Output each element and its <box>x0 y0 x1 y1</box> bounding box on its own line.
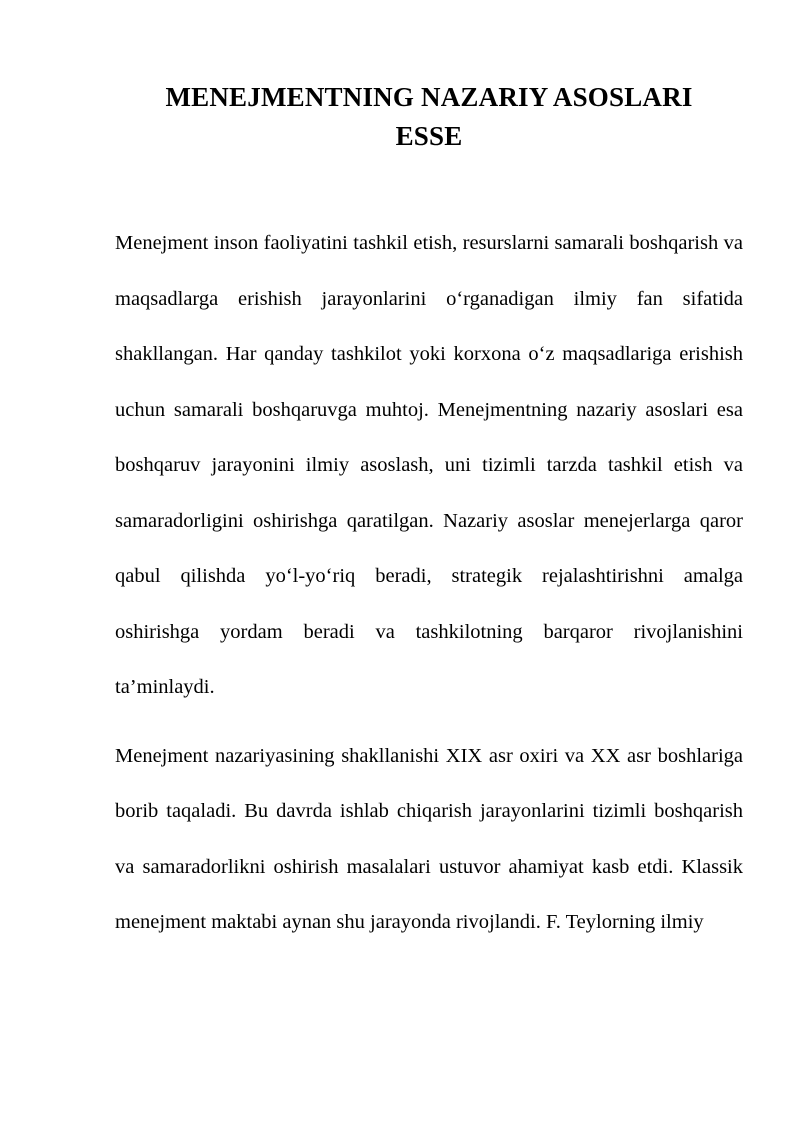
paragraph: Menejment nazariyasining shakllanishi XIX asr oxiri va XX asr boshlariga borib taqaladi. Bu davrda ishlab chiqarish jarayonlarini tizimli boshqarish va samaradorlikni oshirish masalalari ustuvor ahamiyat kasb etdi. Klassik menejment maktabi aynan shu jarayonda rivojlandi. F. Teylorning ilmiy <box>115 744 743 934</box>
document-title <box>115 78 743 156</box>
title-line-2: ESSE <box>395 121 463 152</box>
document-body <box>115 216 743 951</box>
paragraph: Menejment inson faoliyatini tashkil etish, resurslarni samarali boshqarish va maqsadlarga erishish jarayonlarini o‘rganadigan ilmiy fan sifatida shakllangan. Har qanday tashkilot yoki korxona o‘z maqsadlariga erishish uchun samarali boshqaruvga muhtoj. Menejmentning nazariy asoslari esa boshqaruv jarayonini ilmiy asoslash, uni tizimli tarzda tashkil etish va samaradorligini oshirishga qaratilgan. Nazariy asoslar menejerlarga qaror qabul qilishda yo‘l-yo‘riq beradi, strategik rejalashtirishni amalga oshirishga yordam beradi va tashkilotning barqaror rivojlanishini ta’minlaydi. <box>115 232 743 699</box>
title-line-1: MENEJMENTNING NAZARIY ASOSLARI <box>165 82 693 112</box>
